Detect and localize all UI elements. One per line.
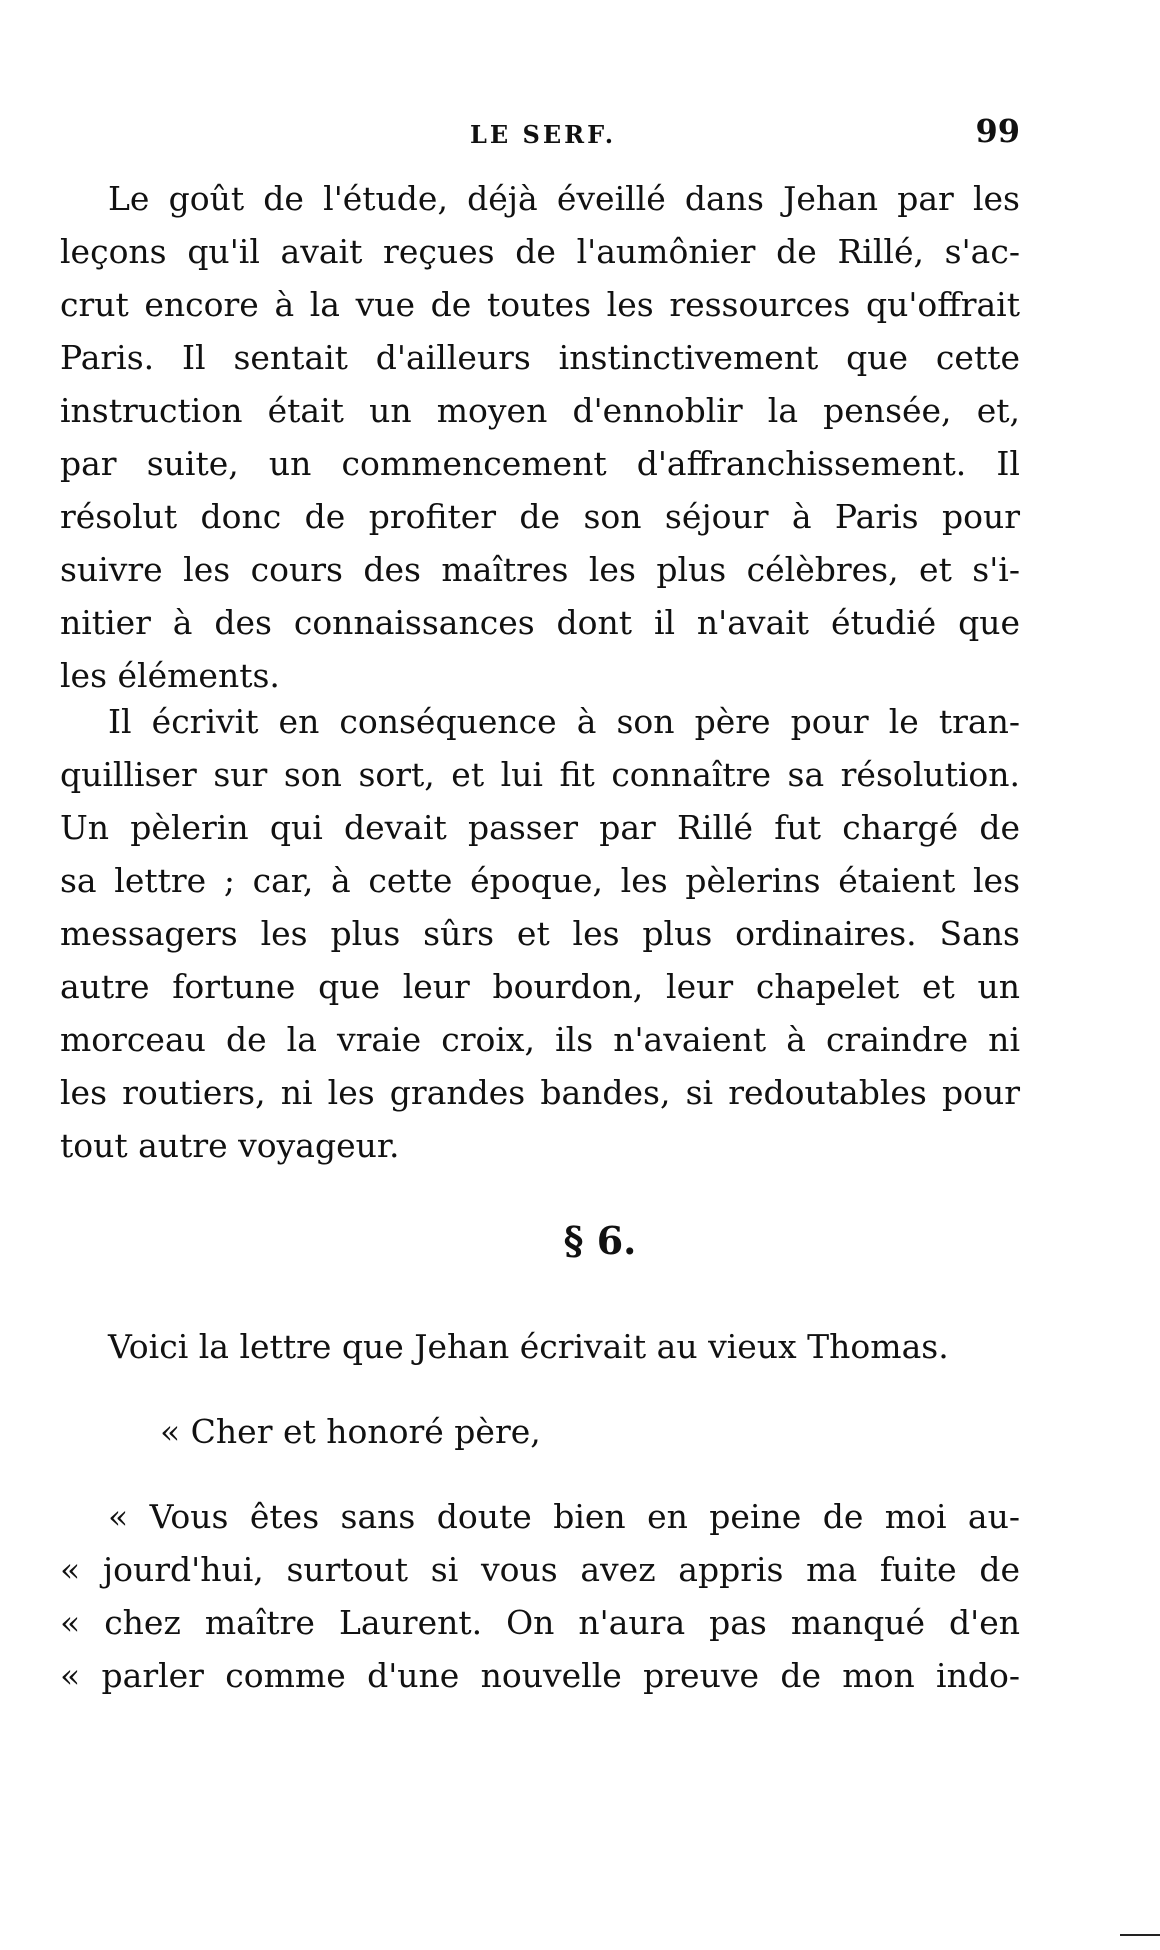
edge-rule (1120, 1934, 1160, 1936)
paragraph-1 (60, 172, 1020, 702)
text-line: résolut donc de profiter de son séjour à Paris pour (60, 497, 1020, 536)
text-line: autre fortune que leur bourdon, leur chapelet et un (60, 967, 1020, 1006)
paragraph-2 (60, 695, 1020, 1172)
section-heading: § 6. (563, 1218, 637, 1263)
text-line: Voici la lettre que Jehan écrivait au vieux Thomas. (108, 1327, 949, 1366)
text-line: instruction était un moyen d'ennoblir la pensée, et, (60, 391, 1020, 430)
text-line: Un pèlerin qui devait passer par Rillé fut chargé de (60, 808, 1020, 847)
page-header (60, 112, 1020, 152)
text-line: Le goût de l'étude, déjà éveillé dans Jehan par les (108, 179, 1020, 218)
text-line: les éléments. (60, 656, 280, 695)
text-line: Paris. Il sentait d'ailleurs instinctivement que cette (60, 338, 1020, 377)
text-line: tout autre voyageur. (60, 1126, 400, 1165)
text-line: morceau de la vraie croix, ils n'avaient à craindre ni (60, 1020, 1020, 1059)
text-line: les routiers, ni les grandes bandes, si redoutables pour (60, 1073, 1020, 1112)
running-title: LE SERF. (470, 120, 617, 149)
text-line: Il écrivit en conséquence à son père pour le tran- (108, 702, 1020, 741)
text-line: suivre les cours des maîtres les plus célèbres, et s'i- (60, 550, 1020, 589)
letter-salutation: « Cher et honoré père, (160, 1412, 541, 1451)
paragraph-3 (60, 1320, 1020, 1373)
paragraph-4 (60, 1490, 1020, 1702)
text-line: leçons qu'il avait reçues de l'aumônier de Rillé, s'ac- (60, 232, 1020, 271)
text-line: « Vous êtes sans doute bien en peine de moi au- (108, 1497, 1020, 1536)
text-line: nitier à des connaissances dont il n'avait étudié que (60, 603, 1020, 642)
text-line: « chez maître Laurent. On n'aura pas manqué d'en (60, 1603, 1020, 1642)
text-line: messagers les plus sûrs et les plus ordinaires. Sans (60, 914, 1020, 953)
text-line: crut encore à la vue de toutes les ressources qu'offrait (60, 285, 1020, 324)
text-line: « parler comme d'une nouvelle preuve de mon indo- (60, 1656, 1020, 1695)
text-line: par suite, un commencement d'affranchissement. Il (60, 444, 1020, 483)
page-number: 99 (975, 112, 1020, 150)
text-line: quilliser sur son sort, et lui fit connaître sa résolution. (60, 755, 1020, 794)
text-line: « jourd'hui, surtout si vous avez appris ma fuite de (60, 1550, 1020, 1589)
text-line: sa lettre ; car, à cette époque, les pèlerins étaient les (60, 861, 1020, 900)
